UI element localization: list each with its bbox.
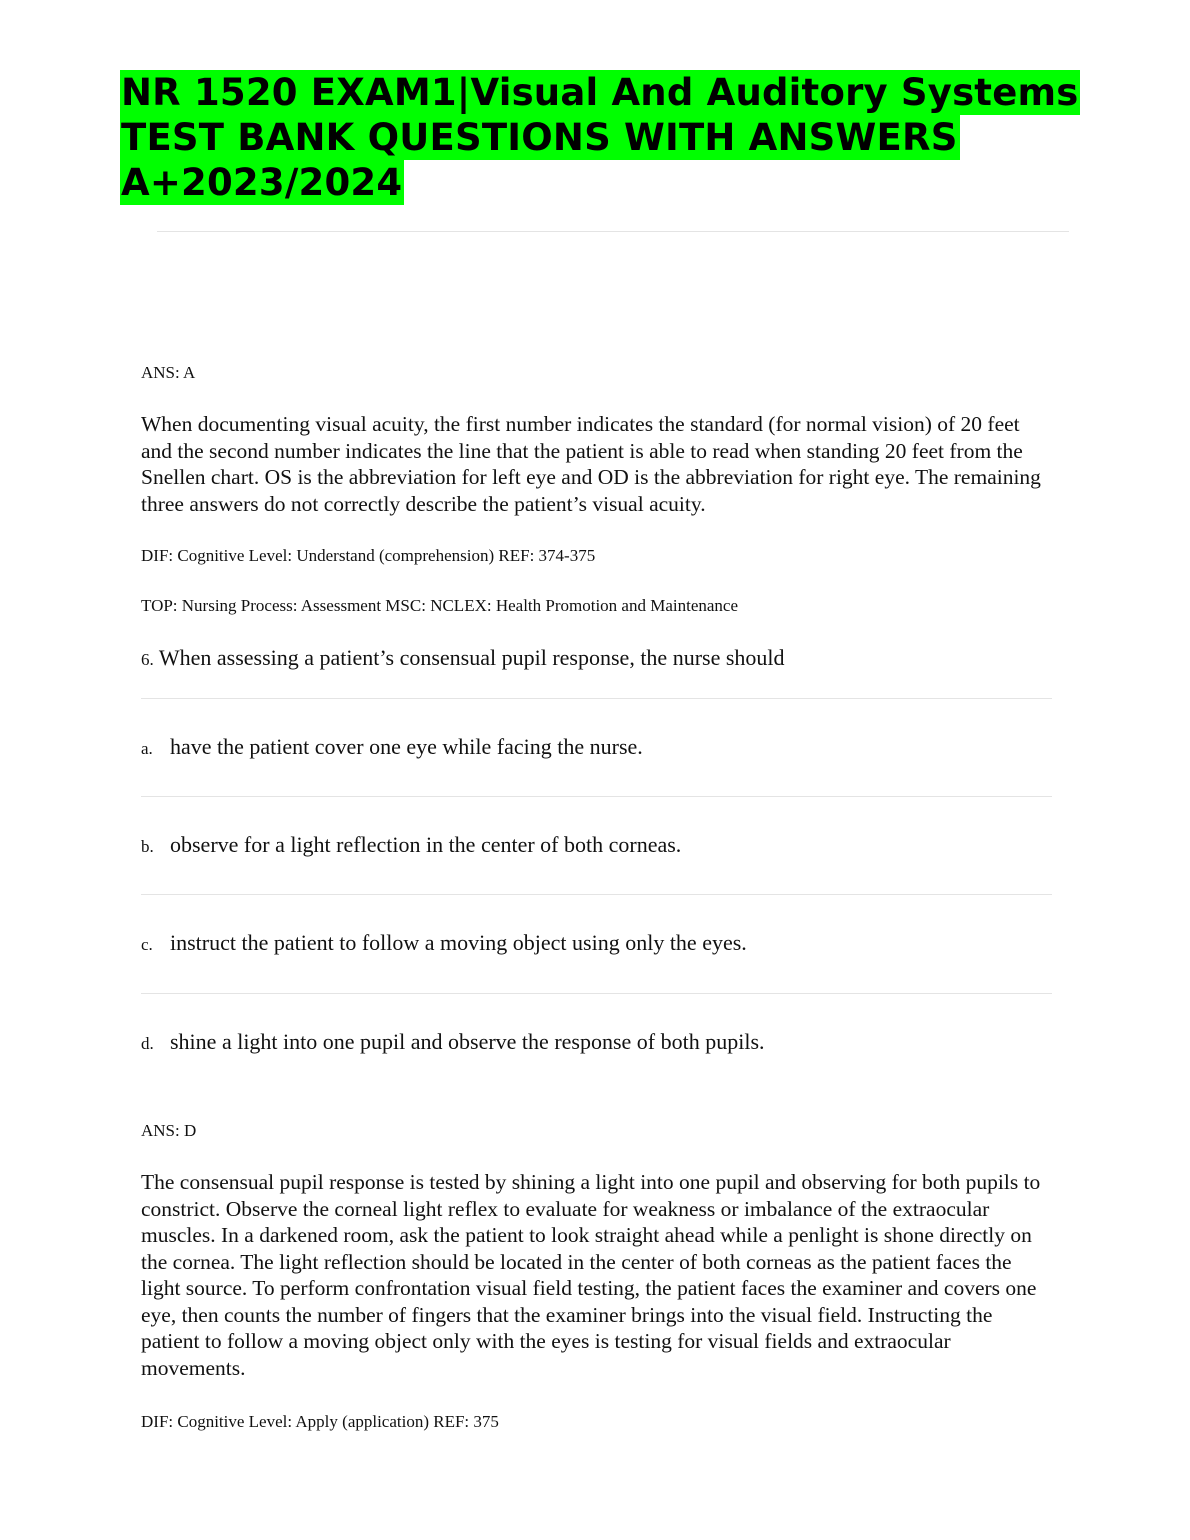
option-letter: d.	[141, 1034, 154, 1053]
option-divider	[141, 796, 1052, 797]
option-divider	[141, 993, 1052, 994]
title-line-3: A+2023/2024	[121, 161, 403, 204]
topic-q5: TOP: Nursing Process: Assessment MSC: NCLEX: Health Promotion and Maintenance	[141, 596, 739, 615]
question-6	[141, 645, 785, 673]
difficulty-q5: DIF: Cognitive Level: Understand (comprehension) REF: 374-375	[141, 546, 596, 565]
title-divider	[157, 231, 1069, 232]
document-title	[120, 70, 1130, 205]
rationale-q6: The consensual pupil response is tested by shining a light into one pupil and observing for both pupils to constrict. Observe the corneal light reflex to evaluate for weakness or imbalance of the extraocular muscles. In a darkened room, ask the patient to look straight ahead while a penlight is shone directly on the cornea. The light reflection should be located in the center of both corneas as the patient faces the light source. To perform confrontation visual field testing, the patient faces the examiner and covers one eye, then counts the number of fingers that the examiner brings into the visual field. Instructing the patient to follow a moving object only with the eyes is testing for visual fields and extraocular movements.	[141, 1170, 1041, 1380]
option-letter: c.	[141, 935, 153, 954]
title-line-1: NR 1520 EXAM1|Visual And Auditory Systems	[121, 71, 1079, 114]
option-letter: b.	[141, 837, 154, 856]
option-divider	[141, 894, 1052, 895]
title-line-2: TEST BANK QUESTIONS WITH ANSWERS	[121, 116, 958, 159]
option-b	[141, 832, 681, 858]
option-divider	[141, 698, 1052, 699]
answer-label-q5: ANS: A	[141, 363, 196, 382]
option-letter: a.	[141, 739, 153, 758]
rationale-q5: When documenting visual acuity, the first number indicates the standard (for normal vision) of 20 feet and the second number indicates the line that the patient is able to read when standing 20 feet from the Snellen chart. OS is the abbreviation for left eye and OD is the abbreviation for right eye. The remaining three answers do not correctly describe the patient’s visual acuity.	[141, 412, 1041, 516]
option-d	[141, 1029, 765, 1055]
question-stem: When assessing a patient’s consensual pupil response, the nurse should	[158, 645, 785, 670]
answer-label-q6: ANS: D	[141, 1121, 197, 1140]
option-a	[141, 734, 643, 760]
difficulty-q6: DIF: Cognitive Level: Apply (application) REF: 375	[141, 1412, 499, 1431]
question-number: 6.	[141, 650, 154, 669]
option-text: instruct the patient to follow a moving object using only the eyes.	[170, 930, 747, 955]
option-text: shine a light into one pupil and observe the response of both pupils.	[170, 1029, 765, 1054]
option-c	[141, 930, 747, 956]
option-text: observe for a light reflection in the center of both corneas.	[170, 832, 682, 857]
option-text: have the patient cover one eye while facing the nurse.	[170, 734, 643, 759]
